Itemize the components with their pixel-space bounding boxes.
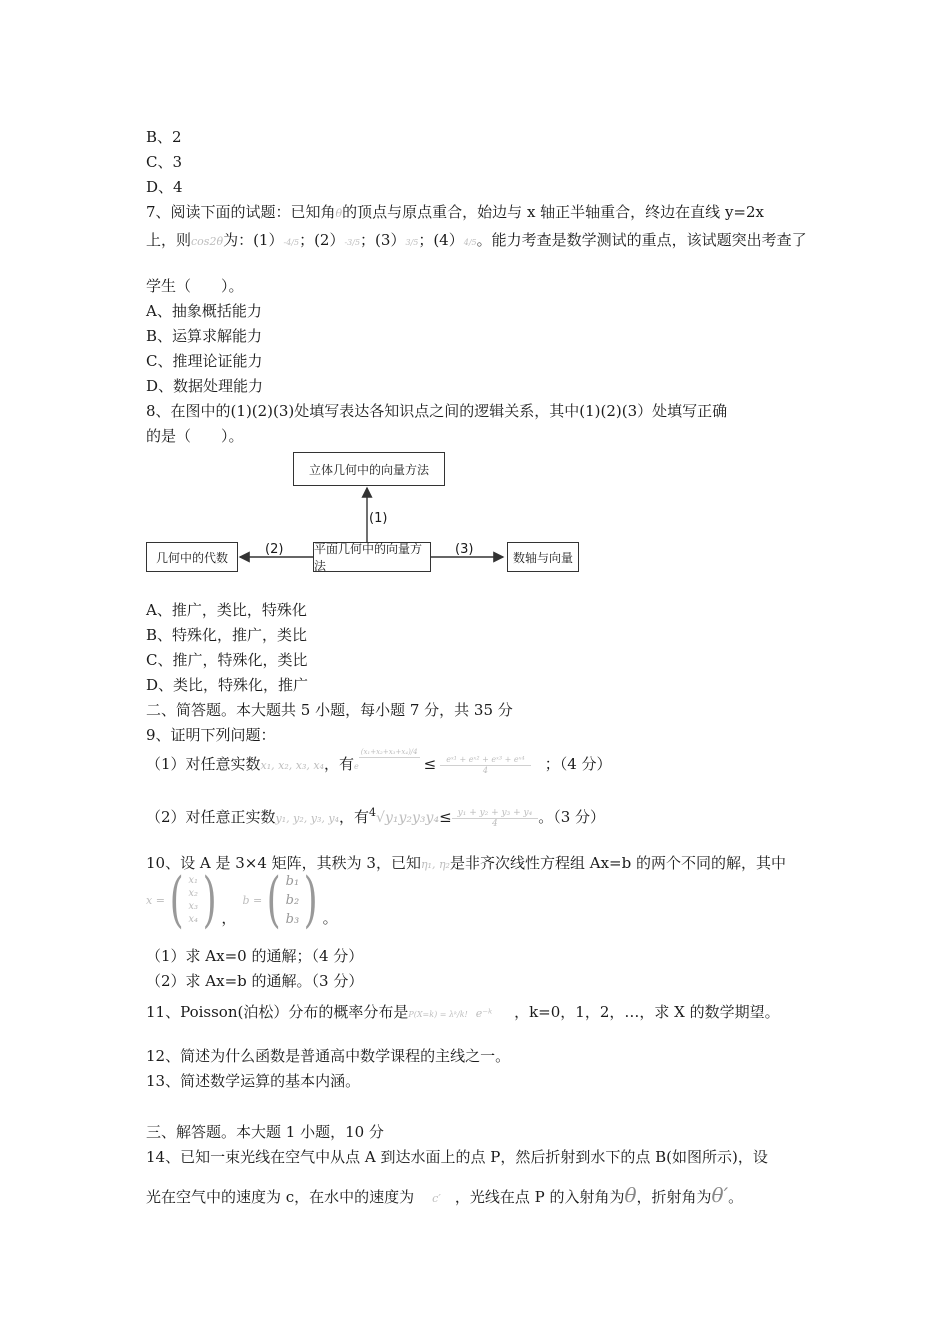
q7-sep-2: ；(2） <box>299 231 345 249</box>
q9-p1-rhs-num: eˣ¹ + eˣ² + eˣ³ + eˣ⁴ <box>440 755 531 766</box>
q9-p2-root-index: 4 <box>369 806 377 819</box>
section-3-heading: 三、解答题。本大题 1 小题，10 分 <box>146 1123 384 1141</box>
diagram-label-2: (2) <box>265 542 284 557</box>
b-entry-1: b₁ <box>285 873 300 889</box>
theta-symbol: θ <box>335 207 343 220</box>
b-right-paren: ) <box>303 865 318 935</box>
x-right-paren: ) <box>202 865 217 935</box>
q10-sub2: （2）求 Ax=b 的通解。（3 分） <box>146 972 364 990</box>
q7-option-a: A、抽象概括能力 <box>146 302 262 320</box>
q9-p2-rhs-den: 4 <box>492 818 498 829</box>
x-vector <box>188 874 198 926</box>
q9-p2-le: ≤ <box>439 808 452 826</box>
q9-p1-e: e <box>354 762 359 771</box>
theta-incident: θ <box>624 1183 637 1207</box>
q14-line2 <box>146 1180 743 1210</box>
cos2theta-expr: cos2θ <box>191 235 224 248</box>
q9-part2 <box>146 795 605 831</box>
b-vector <box>286 872 300 929</box>
q10-comma: ， <box>221 909 237 927</box>
q6-option-b: B、2 <box>146 128 182 146</box>
q9-p1-rhs-den: 4 <box>482 765 488 775</box>
q6-option-d: D、4 <box>146 178 183 196</box>
q9-p1-score: ；（4 分） <box>544 755 612 773</box>
q14-text-d: 。 <box>728 1188 744 1206</box>
q7-text-b: 的顶点与原点重合，始边与 x 轴正半轴重合，终边在直线 y=2x <box>342 203 764 221</box>
q10-eta: η₁, η₂ <box>420 858 450 871</box>
q11-text-a: 11、Poisson(泊松）分布的概率分布是 <box>146 1003 409 1021</box>
b-entry-3: b₃ <box>285 911 300 927</box>
q9-p2-vars: y₁, y₂, y₃, y₄ <box>275 812 340 825</box>
q10-matrices <box>146 865 338 935</box>
q9-p1-text: （1）对任意实数 <box>146 755 261 773</box>
section-2-heading: 二、简答题。本大题共 5 小题，每小题 7 分，共 35 分 <box>146 701 513 719</box>
x-entry-4: x₄ <box>188 914 198 925</box>
q7-sep-4: ；(4） <box>418 231 464 249</box>
q8-option-c: C、推广，特殊化，类比 <box>146 651 308 669</box>
q9-p1-lhs-exp-text: (x₁+x₂+x₃+x₄)/4 <box>360 748 418 756</box>
q10-text-b: 是非齐次线性方程组 Ax=b 的两个不同的解，其中 <box>449 854 786 872</box>
q7-text-d: 为：(1） <box>223 231 284 249</box>
q12: 12、简述为什么函数是普通高中数学课程的主线之一。 <box>146 1047 511 1065</box>
q9-p2-rhs <box>452 808 539 829</box>
q9-part1 <box>146 747 612 781</box>
q13: 13、简述数学运算的基本内涵。 <box>146 1072 361 1090</box>
x-left-paren: ( <box>169 865 184 935</box>
x-entry-2: x₂ <box>188 888 198 899</box>
q11-text-b: ，k=0，1，2，…，求 X 的数学期望。 <box>514 1003 780 1021</box>
q14-text-c: ，折射角为 <box>636 1188 712 1206</box>
x-entry-3: x₃ <box>188 901 198 912</box>
b-label: b = <box>242 893 263 907</box>
box-number-axis-vector: 数轴与向量 <box>507 542 579 572</box>
diagram-label-3: (3) <box>455 542 474 557</box>
q7-text-c: 上，则 <box>146 231 192 249</box>
q8-option-d: D、类比，特殊化，推广 <box>146 676 309 694</box>
q8-line1: 8、在图中的(1)(2)(3)处填写表达各知识点之间的逻辑关系，其中(1)(2)(3）处填写正确 <box>146 402 728 420</box>
q11-exp: e⁻ᵏ <box>475 1007 493 1020</box>
q11-formula: P(X=k) = λᵏ/k! <box>408 1010 468 1019</box>
c-prime: c′ <box>432 1192 441 1205</box>
box-solid-geometry-vector: 立体几何中的向量方法 <box>293 452 445 486</box>
q14-line1: 14、已知一束光线在空气中从点 A 到达水面上的点 P，然后折射到水下的点 B(如图所示)，设 <box>146 1148 768 1166</box>
q7-option-3: 3/5 <box>405 238 419 247</box>
q7-option-d: D、数据处理能力 <box>146 377 264 395</box>
q6-option-c: C、3 <box>146 153 183 171</box>
q9-p1-lhs-exponent <box>359 747 420 758</box>
x-label: x = <box>146 893 165 907</box>
diagram-arrows <box>0 0 950 600</box>
theta-refracted: θ′ <box>711 1183 729 1207</box>
q7-text-a: 7、阅读下面的试题：已知角 <box>146 203 336 221</box>
q8-line2: 的是（ ）。 <box>146 427 244 445</box>
q7-option-2: -3/5 <box>344 238 361 247</box>
q7-text-e: 。能力考查是数学测试的重点，该试题突出考查了 <box>476 231 807 249</box>
q8-option-b: B、特殊化，推广，类比 <box>146 626 308 644</box>
b-left-paren: ( <box>266 865 281 935</box>
box-plane-geometry-vector: 平面几何中的向量方法 <box>313 542 431 572</box>
q9-p1-le: ≤ <box>423 755 437 773</box>
q10-sub1: （1）求 Ax=0 的通解；（4 分） <box>146 947 364 965</box>
q10-text-a: 10、设 A 是 3×4 矩阵，其秩为 3，已知 <box>146 854 421 872</box>
q10-end: 。 <box>322 909 338 927</box>
q9-title: 9、证明下列问题： <box>146 726 276 744</box>
q11-line <box>146 1002 780 1025</box>
q7-sep-3: ；(3） <box>360 231 406 249</box>
q7-option-c: C、推理论证能力 <box>146 352 263 370</box>
q9-p2-root: √y₁y₂y₃y₄ <box>376 810 440 826</box>
q7-option-4: 4/5 <box>463 238 477 247</box>
q9-p1-rhs <box>440 755 531 776</box>
q14-text-b: ，光线在点 P 的入射角为 <box>454 1188 625 1206</box>
diagram-label-1: (1) <box>369 511 388 526</box>
x-entry-1: x₁ <box>188 875 198 886</box>
q9-p2-text: （2）对任意正实数 <box>146 808 276 826</box>
q8-option-a: A、推广，类比，特殊化 <box>146 601 307 619</box>
q7-line3: 学生（ ）。 <box>146 277 244 295</box>
q9-p1-has: ，有 <box>323 755 354 773</box>
q9-p2-has: ，有 <box>339 808 370 826</box>
q14-text-a: 光在空气中的速度为 c，在水中的速度为 <box>146 1188 415 1206</box>
q9-p1-vars: x₁, x₂, x₃, x₄ <box>260 759 324 772</box>
q7-option-b: B、运算求解能力 <box>146 327 263 345</box>
box-algebra-in-geometry: 几何中的代数 <box>146 542 238 572</box>
q7-option-1: -4/5 <box>283 238 300 247</box>
q9-p2-score: 。（3 分） <box>538 808 606 826</box>
q9-p2-rhs-num: y₁ + y₂ + y₃ + y₄ <box>452 808 539 819</box>
b-entry-2: b₂ <box>285 892 300 908</box>
